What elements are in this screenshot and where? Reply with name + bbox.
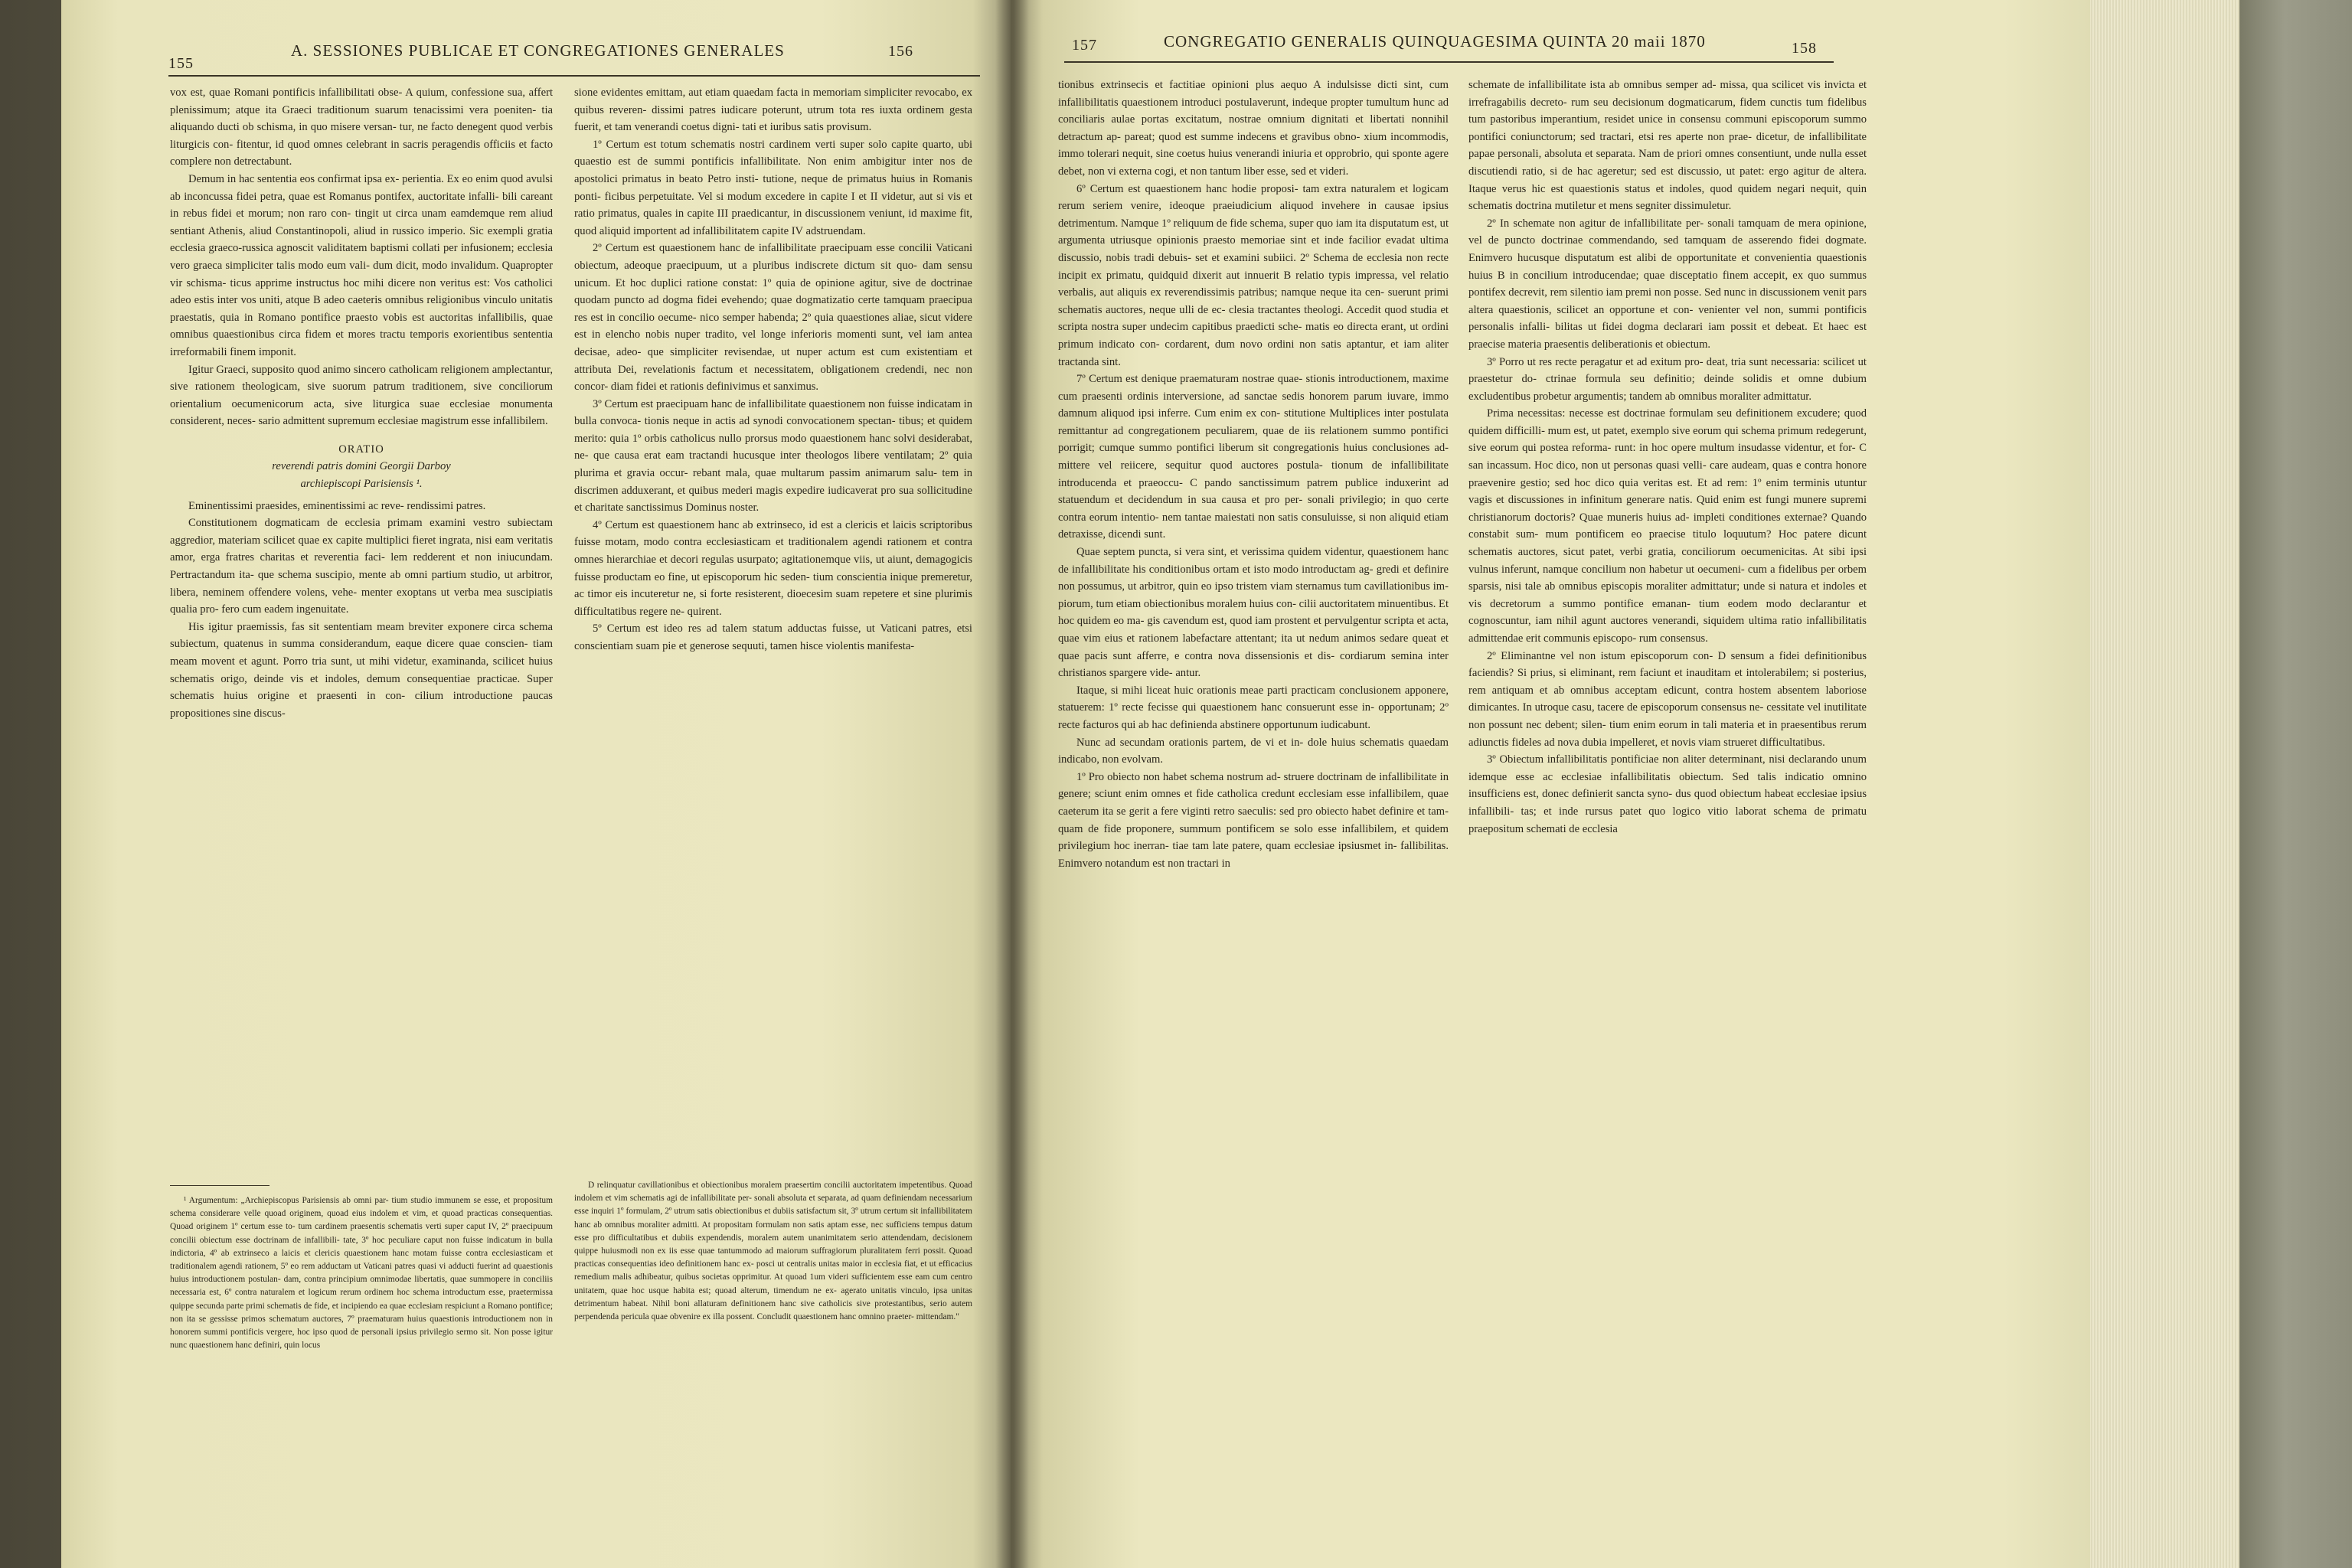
right-column-2: [1468, 77, 1867, 838]
paragraph: Eminentissimi praesides, eminentissimi ac reve- rendissimi patres.: [188, 499, 486, 512]
footnote-text: D relinquatur cavillationibus et obiectionibus moralem praesertim concilii auctoritatem impetentibus. Quoad indolem et vim schematis agi de infallibilitate per- sonali absoluta et separata, ad quam definiendam necessarium esse inquiri 1º formulam, 2º utrum satis obiectionibus et dubiis satisfactum sit, 3º utrum certum sit infallibilitatem hanc ab omnibus moraliter admitti. At propositam formulam non satis aptam esse, nec sufficiens tempus datum esse pro difficultatibus et dubiis expendendis, moralem autem unanimitatem serio attendendam, decisionem quippe huiusmodi non ex iis esse quae tantummodo ad maiorum suffragiorum pluralitatem ferri possit. Quoad practicas consequentias ideo definitionem hanc ex- posci ut centralis unitas maior in ecclesia fiat, et ut efficacius remedium malis adhibeatur, quibus societas opprimitur. At quoad 1um videri sufficientem esse eam cum centro unitatem, quae hoc usque habita est; quoad alterum, timendum ne ex- agerato unitatis vinculo, ipsa unitas detrimentum habeat. Nihil boni allaturam definitionem hanc sive catholicis sive protestantibus, serio autem perpendenda pericula quae obvenire ex illa possent. Concludit quaestionem hanc omnino praeter- mittendam.": [574, 1181, 972, 1322]
paragraph: 3º Obiectum infallibilitatis pontificiae non aliter determinant, nisi declarando unum idemque esse ac ecclesiae infallibilitatis obiectum. Sed talis indicatio omnino insufficiens est, donec definierit sancta syno- dus quod obiectum habeat ecclesiae ipsius infallibili- tas; et inde rursus patet quo logico vitio laborat schema de primatu praepositum schemati de ecclesia: [1468, 753, 1867, 835]
oratio-subtitle-2: archiepiscopi Parisiensis ¹.: [300, 478, 423, 491]
left-page: [61, 0, 1011, 1568]
paragraph: 2º Certum est quaestionem hanc de infallibilitate praecipuam esse concilii Vaticani obiectum, adeoque praecipuum, ut a pluribus indiscrete dictum sit quo- dam sensu unicum. Et hoc duplici ratione constat: 1º quia de opinione agitur, sive de doctrinae quodam puncto ad dogma fidei evehendo; quae dogmatizatio certe tamquam praecipua res est in concilio oecume- nico semper habenda; 2º quia quaestiones aliae, sicut videre est in elencho nobis nuper tradito, vel longe inferioris momenti sunt, vel iam antea decisae, adeo- que simpliciter revisendae, ut nuper actum est cum existentiam et attributa Dei, revelationis factum et necessitatem, obligationem credendi, nec non concor- diam fidei et rationis definivimus et sanximus.: [574, 242, 972, 394]
paragraph: 4º Certum est quaestionem hanc ab extrinseco, id est a clericis et laicis scriptoribus fuisse motam, modo contra ecclesiasticam et traditionalem agendi rationem et contra omnes hierarchiae et decori regulas usurpato; agitationemque viis, ut aiunt, demagogicis fuisse productam eo fine, ut episcoporum hic seden- tium conscientia inique premeretur, ac timor eis incuteretur ne, si forte resisterent, dioecesim suam repetere et sine plurimis difficultatibus regere ne- quirent.: [574, 518, 972, 618]
footnote-rule: [170, 1185, 270, 1186]
book-gutter-shadow: [995, 0, 1029, 1568]
left-page-number-outer: 155: [168, 55, 194, 72]
paragraph: schemate de infallibilitate ista ab omnibus semper ad- missa, qua scilicet vis invicta et irrefragabilis decreto- rum seu decisionum dogmaticarum, fidem cunctis tum fidelibus tum pastoribus imperantium, residet unice in consensu communi episcoporum summo pontifici coniunctorum; sed tractari, etsi res aperte non prae- dicetur, de infallibilitate papae personali, absoluta et separata. Nam de priori omnes consentiunt, unde nulla esset discutiendi ratio, si de hac ageretur; sed est discussio, ut patet: ergo agitur de altera. Itaque verus hic est quaestionis status et indoles, quod quidem negari nequit, quin schematis doctrina mutiletur et mens segniter dissimuletur.: [1468, 79, 1867, 213]
paragraph: 2º Eliminantne vel non istum episcoporum con- D sensum a fidei definitionibus faciendis? Si prius, si eliminant, rem faciunt et inauditam et intolerabilem; si posterius, rem antiquam et ab omnibus acceptam edicunt, contra hostem absentem laboriose dimicantes. In utroque casu, tacere de episcoporum consensus ne- cessitate vel inutilitate non possunt nec debent; silen- tium enim eorum in tali materia et in praesentibus rerum adiunctis fideles ad nova dubia impelleret, et novis viam strueret difficultatibus.: [1468, 649, 1867, 749]
paragraph: vox est, quae Romani pontificis infallibilitati obse- A quium, confessione sua, affert plenissimum; atque ita Graeci traditionum suarum tenacissimi vera poeniten- tia aliquando ducti ob schisma, in quo misere versan- tur, ne facto denegent quod verbis liturgicis con- fitentur, id quod omnes celebrant in sacris peragendis officiis et facto complere non detrectabunt.: [170, 87, 553, 168]
footnote-text: ¹ Argumentum: „Archiepiscopus Parisiensis ab omni par- tium studio immunem se esse, et propositum schema considerare velle quoad originem, quoad eius indolem et vim, et quoad practicas consequentias. Quoad originem 1º certum esse to- tum cardinem praesentis schematis verti super caput IV, 2º praecipuum concilii obiectum esse doctrinam de infallibili- tate, 3º hoc peculiare caput non fuisse indicatum in bulla indictoria, 4º ab extrinseco a laicis et clericis quaestionem hanc motam fuisse contra ecclesiasticam et traditionalem agendi rationem, 5º eo rem adductam ut Vaticani patres quasi vi adducti fuerint ad quaestionis huius introductionem postulan- dam, contra principium omnimodae libertatis, quae summopere in conciliis necessaria est, 6º contra naturalem et logicum rerum ordinem hoc schema introductum esse, praetermissa quippe secunda parte primi schematis de fide, et incipiendo ea quae ecclesiam respiciunt a Romano pontifice; non ita se gessisse primos schematum auctores, 7º praematuram huius quaestionis introductionem non in honorem summi pontificis vergere, hoc ipso quod de personali ipsius privilegio sermo sit. Non posse igitur nunc quaestionem hanc definiri, quin locus: [170, 1196, 553, 1351]
paragraph: Nunc ad secundam orationis partem, de vi et in- dole huius schematis quaedam indicabo, non evolvam.: [1058, 736, 1449, 766]
paragraph: Itaque, si mihi liceat huic orationis meae parti practicam conclusionem apponere, statuerem: 1º recte fecisse qui quaestionem hanc consuerunt esse in- opportunam; 2º recte facturos qui ab hac definienda abstinere opportunum iudicabunt.: [1058, 684, 1449, 731]
right-page-number-inner: 158: [1792, 40, 1817, 57]
paragraph: 6º Certum est quaestionem hanc hodie proposi- tam extra naturalem et logicam rerum seriem venire, ideoque praeiudicium aliquod invehere in causae ipsius detrimentum. Namque 1º reliquum de fide schema, super quo iam ita disputatum est, ut argumenta utriusque opinionis praesto memoriae sint et inde facilior evadat ultima discussio, nobis tradi debuis- set et examini subiici. 2º Schema de ecclesia non recte incipit ex primatu, quidquid dixerit aut innuerit B relatio typis impressa, vel relatio verbalis, aut aliquis ex reverendissimis patribus; namque neque ita cen- suerunt primi schematis auctores, neque ulli de ec- clesia tractantes theologi. Accedit quod studia et scripta nostra super undecim capitibus praedicti sche- matis eo directa erant, ut ordini primum indicato con- cordarent, dum novo ordini non satis aptantur, et iam aliter tractanda sint.: [1058, 182, 1449, 368]
paragraph: 7º Certum est denique praematuram nostrae quae- stionis introductionem, maxime cum praesenti ordinis interversione, ad sanctae sedis honorem parum iuvare, immo damnum aliquod ipsi inferre. Cum enim ex con- stitutione Multiplices inter postulata remittantur ad congregationem peculiarem, quae de iis relationem summo pontifici porrigit; cumque summo pontifici liberum sit congregationis huius conclusiones ad- mittere vel reiicere, sequitur quod auctores postula- tionum de infallibilitate introducenda et praeoccu- C pando sanctissimum patrem publice induxerint ad statuendum et decidendum in sua causa et pro per- sonali privilegio; in quo certe contra eorum intentio- nem tantae maiestati non satis consuluisse, si non aliquid etiam detraxisse, dicendi sunt.: [1058, 373, 1449, 541]
left-column-2: [574, 84, 972, 655]
footnote-1: [170, 1194, 553, 1352]
paragraph: His igitur praemissis, fas sit sententiam meam breviter exponere circa schema subiectum, quatenus in summa considerandum, eaque dicere quae conscien- tiam meam movent et agunt. Porro tria sunt, ut mihi videtur, examinanda, scilicet huius schematis origo, deinde vis et indoles, demum consequentiae practicae. Super schematis huius origine et praesenti in con- cilium introductione paucas propositiones sine discus-: [170, 620, 553, 720]
oratio-subtitle-1: reverendi patris domini Georgii Darboy: [272, 460, 451, 473]
right-page-number-outer: 157: [1072, 37, 1097, 54]
right-page: [1011, 0, 2090, 1568]
paragraph: 5º Certum est ideo res ad talem statum adductas fuisse, ut Vaticani patres, etsi conscientiam suam pie et generose sequuti, tamen hisce violentis manifesta-: [574, 622, 972, 652]
paragraph: Igitur Graeci, supposito quod animo sincero catholicam religionem amplectantur, sive rationem theologicam, sive suorum patrum traditionem, sive conciliorum orientalium oecumenicorum acta, sive liturgica suae ecclesiae monumenta considerent, neces- sario admittent supremum ecclesiae magistrum esse infallibilem.: [170, 363, 553, 428]
left-running-head: A. SESSIONES PUBLICAE ET CONGREGATIONES GENERALES: [291, 41, 785, 60]
paragraph: Prima necessitas: necesse est doctrinae formulam seu definitionem excudere; quod quidem difficilli- mum est, ut patet, exemplo sive eorum qui schema primum redegerunt, sive eorum qui postea reforma- runt: in hoc opere multum insudasse videntur, et for- C san incassum. Hoc dico, non ut personas quasi velli- care audeam, quas e contra honore praevenire gestio; sed hoc dico quia veritas est. Et ad rem: 1º enim terminis utuntur vagis et discussiones in infinitum generare natis. Quid enim est fungi munere supremi christianorum doctoris? Quae muneris huius ad- impleti conditiones externae? Quando constabit sum- mum pontificem eo praecise titulo loquutum? Hoc patere dicunt schematis auctores, sicut patet, verbi gratia, conciliorum oecumenicitas. At sibi ipsi vulnus inferunt, namque concilium non habetur ut oecumeni- cum a fidelibus per orbem sparsis, nisi tale ab omnibus episcopis moraliter admittatur; unde si natura et indoles et vis decretorum a summo pontifice emanan- tium eodem modo declarantur et cognoscuntur, iam nihil agunt auctores venerandi, siquidem ultima ratio infallibilitatis admittendae erit communis episcopo- rum consensus.: [1468, 407, 1867, 645]
table-surface: [2239, 0, 2352, 1568]
left-page-number-inner: 156: [888, 43, 913, 60]
paragraph: 1º Pro obiecto non habet schema nostrum ad- struere doctrinam de infallibilitate in genere; sciunt enim omnes et fide catholica credunt ecclesiam esse infallibilem, quae caeterum ita se gerit a fere viginti retro saeculis: sed pro obiecto habet definire et tam- quam de fide proponere, summum pontificem se solo esse infallibilem, et quidem privilegium hoc inerran- tiae tam late patere, quam ecclesiae ipsiusmet in- fallibilitas. Enimvero notandum est non tractari in: [1058, 770, 1449, 870]
right-header-rule: [1064, 61, 1834, 63]
paragraph: 2º In schemate non agitur de infallibilitate per- sonali tamquam de mera opinione, vel de puncto doctrinae commendando, sed tamquam de asserendo fidei dogmate. Enimvero hucusque disputatum est alibi de opportunitate et convenientia quaestionis huius B in concilium introducendae; quae disceptatio finem accepit, ex quo summus pontifex decrevit, rem silentio iam premi non posse. Sed nunc in discussionem venit pars altera quaestionis, scilicet an opportune et con- venienter vel non, summi pontificis personalis infalli- bilitas ut fidei dogma declarari iam possit et debeat. Et haec est praecise materia praesentis deliberationis et obiectum.: [1468, 217, 1867, 351]
paragraph: 3º Certum est praecipuam hanc de infallibilitate quaestionem non fuisse indicatam in bulla convoca- tionis neque in actis ad synodi convocationem spectan- tibus; et quidem merito: quia 1º orbis catholicus nullo prorsus modo quaestionem hanc solvi desiderabat, ne- que causa erat eam tractandi hucusque inter theologos libere ventilatam; 2º quia plurima et gravia occur- rebant mala, quae multarum passim animarum salu- tem in discrimen adduxerant, et quibus mederi magis expedire iudicaverat pro sua sollicitudine et charitate sanctissimus Dominus noster.: [574, 397, 972, 514]
left-column-1: [170, 84, 553, 722]
right-column-1: [1058, 77, 1449, 872]
footnote-2: [574, 1179, 972, 1324]
paragraph: Quae septem puncta, si vera sint, et verissima quidem videntur, quaestionem hanc de infallibilitate his conditionibus ortam et isto modo introductam ag- gredi et definire non possumus, ut arbitror, quin eo ipso tristem viam sternamus tum cavillationibus im- piorum, tum etiam obiectionibus moralem huius con- cilii auctoritatem minuentibus. Et hoc quidem eo ma- gis cavendum est, quod iam prostent et pervulgentur scripta et acta, quae vim eius et rationem labefactare attentant; ita ut nedum animos sedare queat et quae pacis sunt afferre, e contra nova dissensionis et dis- cordiarum semina inter christianos spargere vide- antur.: [1058, 546, 1449, 680]
paragraph: tionibus extrinsecis et factitiae opinioni plus aequo A indulsisse dicti sint, cum infallibilitatis quaestionem introduci postulaverunt, indeque propter tumultum hunc ad conciliaris aulae portas excitatum, nostrae omnium dignitati et libertati nonnihil detractum ap- pareat; quod est summe indecens et gravibus obno- xium incommodis, immo tolerari nequit, sine coetus huius venerandi iniuria et opprobrio, qui sponte agere debet, non vi externa cogi, et non tantum liber esse, sed et videri.: [1058, 79, 1449, 178]
paragraph: Demum in hac sententia eos confirmat ipsa ex- perientia. Ex eo enim quod avulsi ab inconcussa fidei petra, quae est Romanus pontifex, auctoritate infalli- bili careant in rebus fidei et morum; non raro con- tingit ut circa unam eamdemque rem aliud sentiant Athenis, aliud Constantinopoli, aliud in russico imperio. Sic exempli gratia ecclesia graeco-russica agnoscit validitatem baptismi collati per infusionem; ecclesia vero graeca simpliciter talis modo eum vali- dum dicit, modo invalidum. Quapropter vir schisma- ticus apprime instructus hoc mihi dicere non veritus est: Vos catholici adeo estis inter vos uniti, atque B adeo caeteris omnibus religionibus vinculo unitatis praestatis, quia in Romano pontifice praesto vobis est auctoritas infallibilis, quae omnibus quaestionibus circa fidem et mores tractu temporis exorientibus sententia irreformabili finem imponit.: [170, 172, 553, 358]
page-edges-block: [2090, 0, 2243, 1568]
right-running-head: CONGREGATIO GENERALIS QUINQUAGESIMA QUINTA 20 maii 1870: [1164, 32, 1706, 51]
oratio-title: ORATIO: [338, 443, 384, 456]
paragraph: 3º Porro ut res recte peragatur et ad exitum pro- deat, tria sunt necessaria: scilicet ut praestetur do- ctrinae formula seu definitio; deinde solidis et omne dubium excludentibus probetur argumentis; tandem ab omnibus moraliter admittatur.: [1468, 355, 1867, 403]
left-header-rule: [168, 75, 980, 77]
paragraph: Constitutionem dogmaticam de ecclesia primam examini vestro subiectam aggredior, materiam scilicet quae ex capite multiplici fieret ingrata, nisi eam veritatis amor, erga fratres charitas et reverentia faci- lem redderent et non iniucundam. Pertractandum ita- que schema suscipio, mente ab omni partium studio, ut arbitror, libera, neminem offendere volens, vehe- menter exoptans ut verba mea suscipiatis qualia pro- fero cum eadem ingenuitate.: [170, 517, 553, 616]
paragraph: sione evidentes emittam, aut etiam quaedam facta in memoriam simpliciter revocabo, ex quibus reveren- dissimi patres iudicare poterunt, utrum tota res iuxta ordinem gesta fuerit, et tam venerandi coetus digni- tati et iuribus satis provisum.: [574, 87, 972, 134]
paragraph: 1º Certum est totum schematis nostri cardinem verti super solo capite quarto, ubi quaestio est de summi pontificis infallibilitate. Non enim ambigitur inter nos de apostolici primatus in beato Petro insti- tutione, neque de primatus huius in Romanis ponti- ficibus perpetuitate. Vel si modum excedere in capite I et II videtur, aut si vis et ratio primatus, quales in capite III praedicantur, in discussionem veniunt, id maxime fit, quod aliquid importent ad infallibilitatem capite IV adstruendam.: [574, 138, 972, 237]
